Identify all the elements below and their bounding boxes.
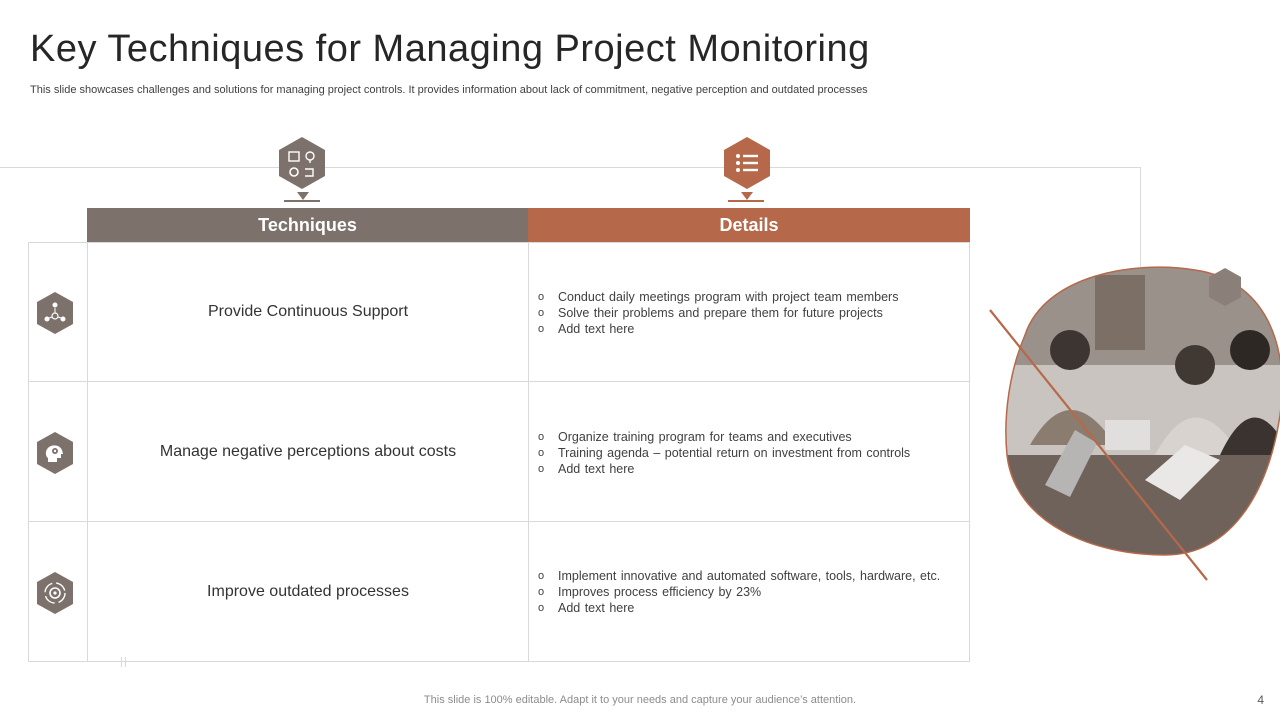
details-cell [538,289,968,337]
list-icon [722,136,772,192]
frame-divider [0,167,1141,168]
team-meeting-photo [985,255,1280,585]
detail-item: o Add text here [538,600,968,616]
page-number: 4 [1257,693,1264,707]
pin-base [284,200,320,202]
detail-item: o Training agenda – potential return on investment from controls [538,445,968,461]
slide-subtitle: This slide showcases challenges and solutions for managing project controls. It provides information about lack of commitment, negative perception and outdated processes [30,84,868,96]
slide-footer: This slide is 100% editable. Adapt it to your needs and capture your audience’s attention. [423,694,857,706]
technique-cell: Manage negative perceptions about costs [159,442,457,460]
technique-cell: Provide Continuous Support [207,302,409,320]
slide-title: Key Techniques for Managing Project Monitoring [30,28,870,70]
detail-item: o Organize training program for teams and executives [538,429,968,445]
detail-item: o Solve their problems and prepare them for future projects [538,305,968,321]
pin-pointer [297,192,309,200]
frame-divider-right [1140,167,1141,267]
technique-cell: Improve outdated processes [207,582,409,600]
detail-item: o Improves process efficiency by 23% [538,584,968,600]
detail-item: o Conduct daily meetings program with project team members [538,289,968,305]
divider-tick [121,657,122,667]
details-cell [538,568,968,616]
team-hierarchy-icon [35,291,75,335]
pin-pointer [741,192,753,200]
pin-base [728,200,764,202]
gear-cycle-icon [35,571,75,615]
divider-tick [125,657,126,667]
techniques-header: Techniques [87,208,528,243]
details-cell [538,429,968,477]
detail-item: o Add text here [538,461,968,477]
head-gear-icon [35,431,75,475]
detail-item: o Add text here [538,321,968,337]
process-idea-icon [277,136,327,192]
detail-item: o Implement innovative and automated software, tools, hardware, etc. [538,568,968,584]
details-header: Details [528,208,970,243]
column-divider [528,242,529,662]
